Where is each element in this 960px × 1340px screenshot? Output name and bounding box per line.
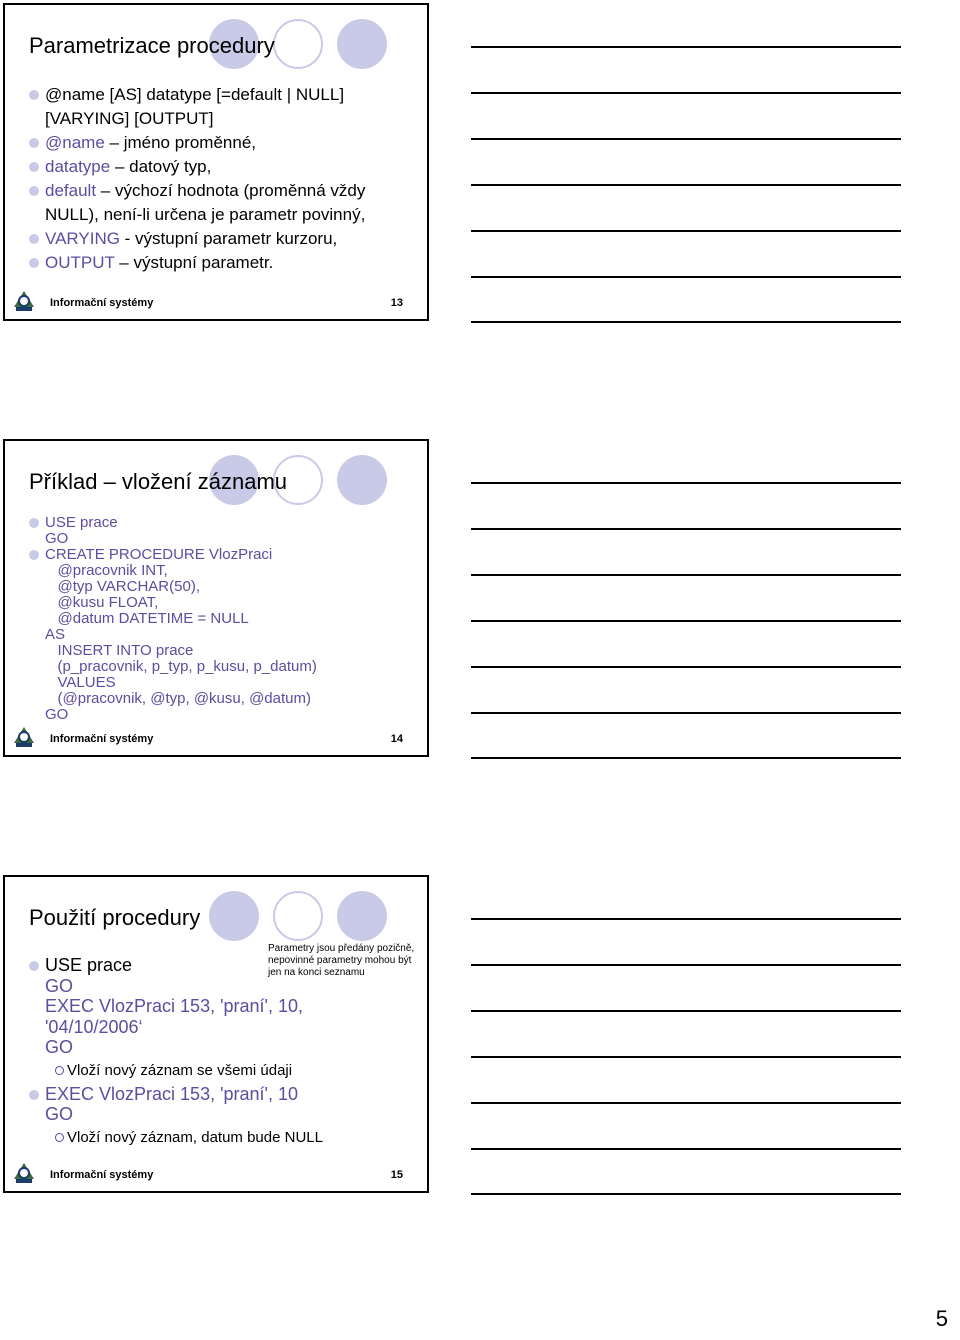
code-line: (p_pracovnik, p_typ, p_kusu, p_datum) xyxy=(45,658,317,675)
code-item xyxy=(29,515,317,547)
note-line xyxy=(471,92,901,94)
note-line xyxy=(471,276,901,278)
bullet-text: – výstupní parametr. xyxy=(114,253,274,272)
code-list xyxy=(29,515,317,723)
circle-shape xyxy=(337,891,387,941)
circle-shape xyxy=(273,19,323,69)
page-number: 5 xyxy=(935,1306,948,1331)
code-line: CREATE PROCEDURE VlozPraci xyxy=(45,546,273,563)
bullet-icon xyxy=(29,162,39,172)
note-line xyxy=(471,321,901,323)
slide-title: Parametrizace procedury xyxy=(29,33,275,58)
circle-shape xyxy=(337,19,387,69)
bullet-text: [VARYING] [OUTPUT] xyxy=(45,109,214,128)
footer-label: Informační systémy xyxy=(50,1169,154,1181)
note-line xyxy=(471,46,901,48)
code-line: EXEC VlozPraci 153, 'praní', 10, xyxy=(45,996,304,1016)
bullet-item xyxy=(29,227,365,251)
bullet-icon xyxy=(29,234,39,244)
note-line xyxy=(471,574,901,576)
code-line: AS xyxy=(45,626,66,643)
note-line xyxy=(471,1056,901,1058)
bullet-text: @name xyxy=(45,133,105,152)
slide-13 xyxy=(3,3,429,321)
slide-title: Příklad – vložení záznamu xyxy=(29,469,288,494)
code-line: '04/10/2006‘ xyxy=(45,1016,143,1037)
code-line: @kusu FLOAT, xyxy=(45,594,159,611)
bullet-line xyxy=(45,179,365,203)
slide-14 xyxy=(3,439,429,757)
bullet-item xyxy=(29,1084,323,1125)
bullet-item xyxy=(29,179,365,227)
bullet-text: NULL), není-li určena je parametr povinný, xyxy=(45,205,366,224)
slide-number: 13 xyxy=(390,297,403,309)
note-line xyxy=(471,1010,901,1012)
bullet-icon xyxy=(29,1090,39,1100)
note-line xyxy=(471,482,901,484)
code-line: @pracovnik INT, xyxy=(45,562,168,579)
sub-text: Vloží nový záznam, datum bude NULL xyxy=(67,1128,323,1146)
bullet-item xyxy=(29,955,323,1058)
bullet-text: default xyxy=(45,181,97,200)
note-line xyxy=(471,918,901,920)
bullet-text: datatype xyxy=(45,157,111,176)
bullet-icon xyxy=(29,518,39,528)
bullet-icon xyxy=(29,186,39,196)
bullet-icon xyxy=(29,550,39,560)
note-line xyxy=(471,620,901,622)
note-line xyxy=(471,528,901,530)
bullet-line xyxy=(45,131,365,155)
university-logo-icon xyxy=(11,287,37,313)
sub-item xyxy=(29,1125,323,1151)
bullet-line xyxy=(45,83,365,107)
footer-label: Informační systémy xyxy=(50,297,154,309)
decorative-circles xyxy=(209,891,409,943)
code-line: GO xyxy=(45,706,69,723)
bullet-item xyxy=(29,155,365,179)
hollow-bullet-icon xyxy=(55,1133,64,1142)
slide-15 xyxy=(3,875,429,1193)
note-text: Parametry jsou předány pozičně, nepovinné parametry mohou být jen na konci seznamu xyxy=(268,943,415,978)
university-logo-icon xyxy=(11,723,37,749)
footer-label: Informační systémy xyxy=(50,733,154,745)
code-line: INSERT INTO prace xyxy=(45,642,194,659)
bullet-text: VARYING xyxy=(45,229,120,248)
bullet-icon xyxy=(29,961,39,971)
bullet-text: – datový typ, xyxy=(110,157,212,176)
bullet-line xyxy=(45,107,365,131)
bullet-text: – výchozí hodnota (proměnná vždy xyxy=(96,181,366,200)
note-line xyxy=(471,964,901,966)
note-line xyxy=(471,666,901,668)
code-line: GO xyxy=(45,1104,74,1124)
note-line xyxy=(471,712,901,714)
bullet-text: OUTPUT xyxy=(45,253,115,272)
slide-title: Použití procedury xyxy=(29,905,201,930)
code-line: VALUES xyxy=(45,674,116,691)
bullet-item xyxy=(29,83,365,131)
university-logo-icon xyxy=(11,1159,37,1185)
note-line xyxy=(471,757,901,759)
note-line xyxy=(471,1148,901,1150)
bullet-item xyxy=(29,251,365,275)
bullet-line xyxy=(45,251,365,275)
note-line xyxy=(471,1102,901,1104)
note-line xyxy=(471,138,901,140)
note-line xyxy=(471,184,901,186)
bullet-line xyxy=(45,155,365,179)
code-line: GO xyxy=(45,1037,74,1057)
bullet-icon xyxy=(29,258,39,268)
bullet-line xyxy=(45,227,365,251)
note-line xyxy=(471,1193,901,1195)
code-line: GO xyxy=(45,975,74,996)
bullet-list xyxy=(29,83,365,275)
usage-list xyxy=(29,955,323,1151)
bullet-text: – jméno proměnné, xyxy=(104,133,256,152)
note-line xyxy=(471,230,901,232)
slide-number: 14 xyxy=(390,733,403,745)
sub-item xyxy=(29,1058,323,1084)
code-line: USE prace xyxy=(45,514,118,531)
sub-text: Vloží nový záznam se všemi údaji xyxy=(67,1061,293,1079)
bullet-icon xyxy=(29,90,39,100)
code-line: @typ VARCHAR(50), xyxy=(45,578,200,595)
code-line: (@pracovnik, @typ, @kusu, @datum) xyxy=(45,690,311,707)
circle-shape xyxy=(209,891,259,941)
slide-number: 15 xyxy=(390,1169,403,1181)
circle-shape xyxy=(273,891,323,941)
code-line: USE prace xyxy=(45,955,133,975)
code-item xyxy=(29,547,317,723)
bullet-text: @name [AS] datatype [=default | NULL] xyxy=(45,85,345,104)
bullet-text: - výstupní parametr kurzoru, xyxy=(119,229,338,248)
code-line: @datum DATETIME = NULL xyxy=(45,610,249,627)
bullet-icon xyxy=(29,138,39,148)
bullet-item xyxy=(29,131,365,155)
hollow-bullet-icon xyxy=(55,1066,64,1075)
code-line: GO xyxy=(45,530,69,547)
circle-shape xyxy=(337,455,387,505)
code-line: EXEC VlozPraci 153, 'praní', 10 xyxy=(45,1083,299,1104)
bullet-line xyxy=(45,203,365,227)
